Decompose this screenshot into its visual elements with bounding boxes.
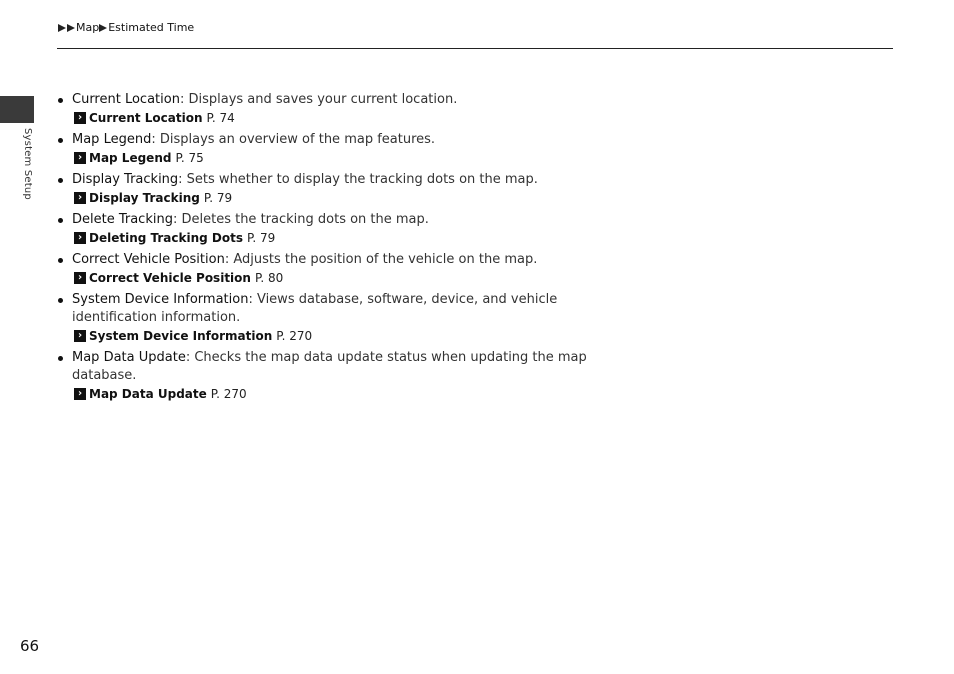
item-term: System Device Information <box>72 292 249 307</box>
reference-page[interactable]: P. 80 <box>254 271 284 285</box>
reference-page[interactable]: P. 270 <box>276 329 313 343</box>
reference-arrow-icon: › <box>74 388 86 400</box>
reference-page[interactable]: P. 75 <box>175 151 204 165</box>
item-term: Correct Vehicle Position <box>72 252 225 267</box>
item-description: : Adjusts the position of the vehicle on the map. <box>224 252 538 267</box>
breadcrumb-arrow-icon <box>58 24 66 32</box>
bullet-icon <box>58 258 63 263</box>
bullet-icon <box>58 298 63 303</box>
breadcrumb-item-map[interactable]: Map <box>76 21 100 34</box>
section-label: System Setup <box>22 128 33 200</box>
cross-reference-link[interactable] <box>72 189 596 207</box>
reference-title[interactable]: Correct Vehicle Position <box>89 271 251 285</box>
breadcrumb <box>58 21 194 34</box>
item-description: : Views database, software, device, and vehicle identification information. <box>72 292 558 325</box>
reference-arrow-icon: › <box>74 272 86 284</box>
bullet-icon <box>58 218 63 223</box>
list-item <box>56 251 596 287</box>
reference-title[interactable]: Current Location <box>89 111 203 125</box>
reference-page[interactable]: P. 270 <box>210 387 247 401</box>
item-description: : Sets whether to display the tracking dots on the map. <box>178 172 538 187</box>
reference-title[interactable]: Map Legend <box>89 151 172 165</box>
reference-arrow-icon: › <box>74 112 86 124</box>
cross-reference-link[interactable] <box>72 269 596 287</box>
reference-arrow-icon: › <box>74 192 86 204</box>
reference-title[interactable]: Display Tracking <box>89 191 200 205</box>
bullet-icon <box>58 356 63 361</box>
reference-arrow-icon: › <box>74 330 86 342</box>
item-description: : Displays an overview of the map features. <box>151 132 436 147</box>
reference-page[interactable]: P. 79 <box>247 231 276 245</box>
list-item <box>56 291 596 345</box>
reference-page[interactable]: P. 79 <box>203 191 233 205</box>
reference-arrow-icon: › <box>74 152 86 164</box>
cross-reference-link[interactable] <box>72 229 596 247</box>
item-term: Display Tracking <box>72 172 179 187</box>
breadcrumb-item-estimated-time[interactable]: Estimated Time <box>108 21 195 34</box>
list-item <box>56 349 596 403</box>
cross-reference-link[interactable] <box>72 385 596 403</box>
content <box>56 91 596 407</box>
bullet-icon <box>58 178 63 183</box>
reference-arrow-icon: › <box>74 232 86 244</box>
reference-title[interactable]: Map Data Update <box>89 387 207 401</box>
item-description: : Displays and saves your current location. <box>179 92 458 107</box>
list-item <box>56 91 596 127</box>
item-term: Delete Tracking <box>72 212 173 227</box>
page-number: 66 <box>20 637 40 655</box>
item-term: Current Location <box>72 92 180 107</box>
header-divider <box>57 48 893 49</box>
item-description: : Checks the map data update status when updating the map database. <box>72 350 587 383</box>
list-item <box>56 131 596 167</box>
list-item <box>56 211 596 247</box>
breadcrumb-arrow-icon <box>99 24 107 32</box>
cross-reference-link[interactable] <box>72 327 596 345</box>
bullet-icon <box>58 98 63 103</box>
cross-reference-link[interactable] <box>72 149 596 167</box>
breadcrumb-arrow-icon <box>67 24 75 32</box>
section-tab <box>0 96 34 123</box>
cross-reference-link[interactable] <box>72 109 596 127</box>
reference-page[interactable]: P. 74 <box>206 111 235 125</box>
bullet-icon <box>58 138 63 143</box>
list-item <box>56 171 596 207</box>
item-term: Map Data Update <box>72 350 186 365</box>
reference-title[interactable]: Deleting Tracking Dots <box>89 231 243 245</box>
reference-title[interactable]: System Device Information <box>89 329 273 343</box>
item-term: Map Legend <box>72 132 152 147</box>
item-description: : Deletes the tracking dots on the map. <box>172 212 429 227</box>
